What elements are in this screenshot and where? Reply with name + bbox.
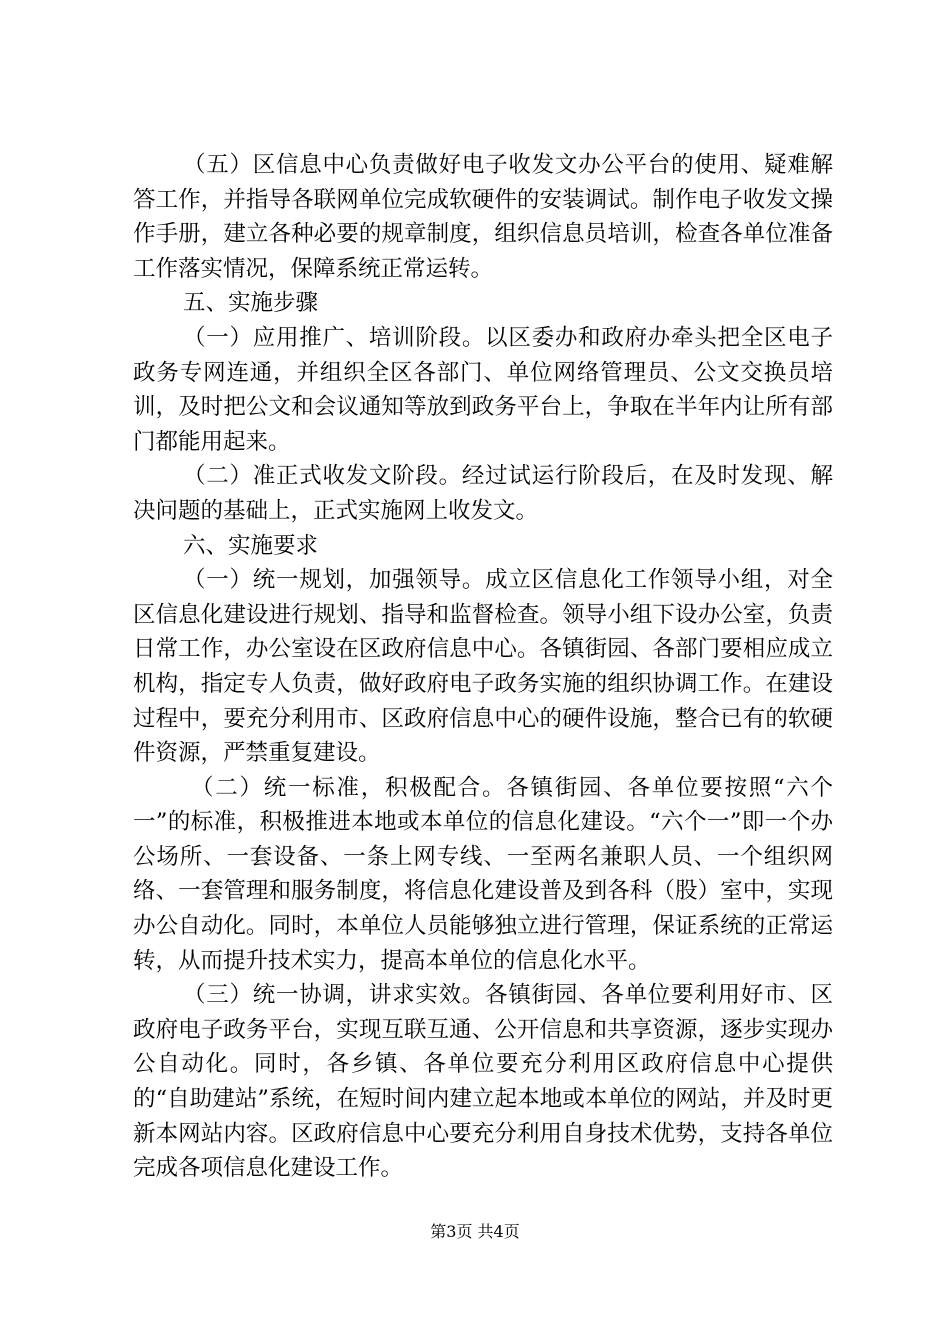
paragraph-requirement-3: （三）统一协调，讲求实效。各镇街园、各单位要利用好市、区政府电子政务平台，实现互联互通、公开信息和共享资源，逐步实现办公自动化。同时，各乡镇、各单位要充分利用区政府信息中心提供的“自助建站”系统，在短时间内建立起本地或本单位的网站，并及时更新本网站内容。区政府信息中心要充分利用自身技术优势，支持各单位完成各项信息化建设工作。 [133, 982, 833, 1182]
page-number-footer: 第3页 共4页 [430, 1222, 520, 1241]
paragraph-step-2: （二）准正式收发文阶段。经过试运行阶段后，在及时发现、解决问题的基础上，正式实施网上收发文。 [133, 463, 833, 524]
paragraph-step-1: （一）应用推广、培训阶段。以区委办和政府办牵头把全区电子政务专网连通，并组织全区各部门、单位网络管理员、公文交换员培训，及时把公文和会议通知等放到政务平台上，争取在半年内让所有部门都能用起来。 [133, 324, 833, 455]
section-heading-implementation-requirements: 六、实施要求 [183, 532, 319, 559]
paragraph-requirement-1: （一）统一规划，加强领导。成立区信息化工作领导小组，对全区信息化建设进行规划、指导和监督检查。领导小组下设办公室，负责日常工作，办公室设在区政府信息中心。各镇街园、各部门要相应成立机构，指定专人负责，做好政府电子政务实施的组织协调工作。在建设过程中，要充分利用市、区政府信息中心的硬件设施，整合已有的软硬件资源，严禁重复建设。 [133, 567, 833, 767]
section-heading-implementation-steps: 五、实施步骤 [183, 290, 319, 317]
document-body [133, 148, 833, 1186]
paragraph-item-5: （五）区信息中心负责做好电子收发文办公平台的使用、疑难解答工作，并指导各联网单位完成软硬件的安装调试。制作电子收发文操作手册，建立各种必要的规章制度，组织信息员培训，检查各单位准备工作落实情况，保障系统正常运转。 [133, 152, 833, 282]
paragraph-requirement-2: （二）统一标准，积极配合。各镇街园、各单位要按照“六个一”的标准，积极推进本地或本单位的信息化建设。“六个一”即一个办公场所、一套设备、一条上网专线、一至两名兼职人员、一个组织网络、一套管理和服务制度，将信息化建设普及到各科（股）室中，实现办公自动化。同时，本单位人员能够独立进行管理，保证系统的正常运转，从而提升技术实力，提高本单位的信息化水平。 [133, 774, 833, 974]
